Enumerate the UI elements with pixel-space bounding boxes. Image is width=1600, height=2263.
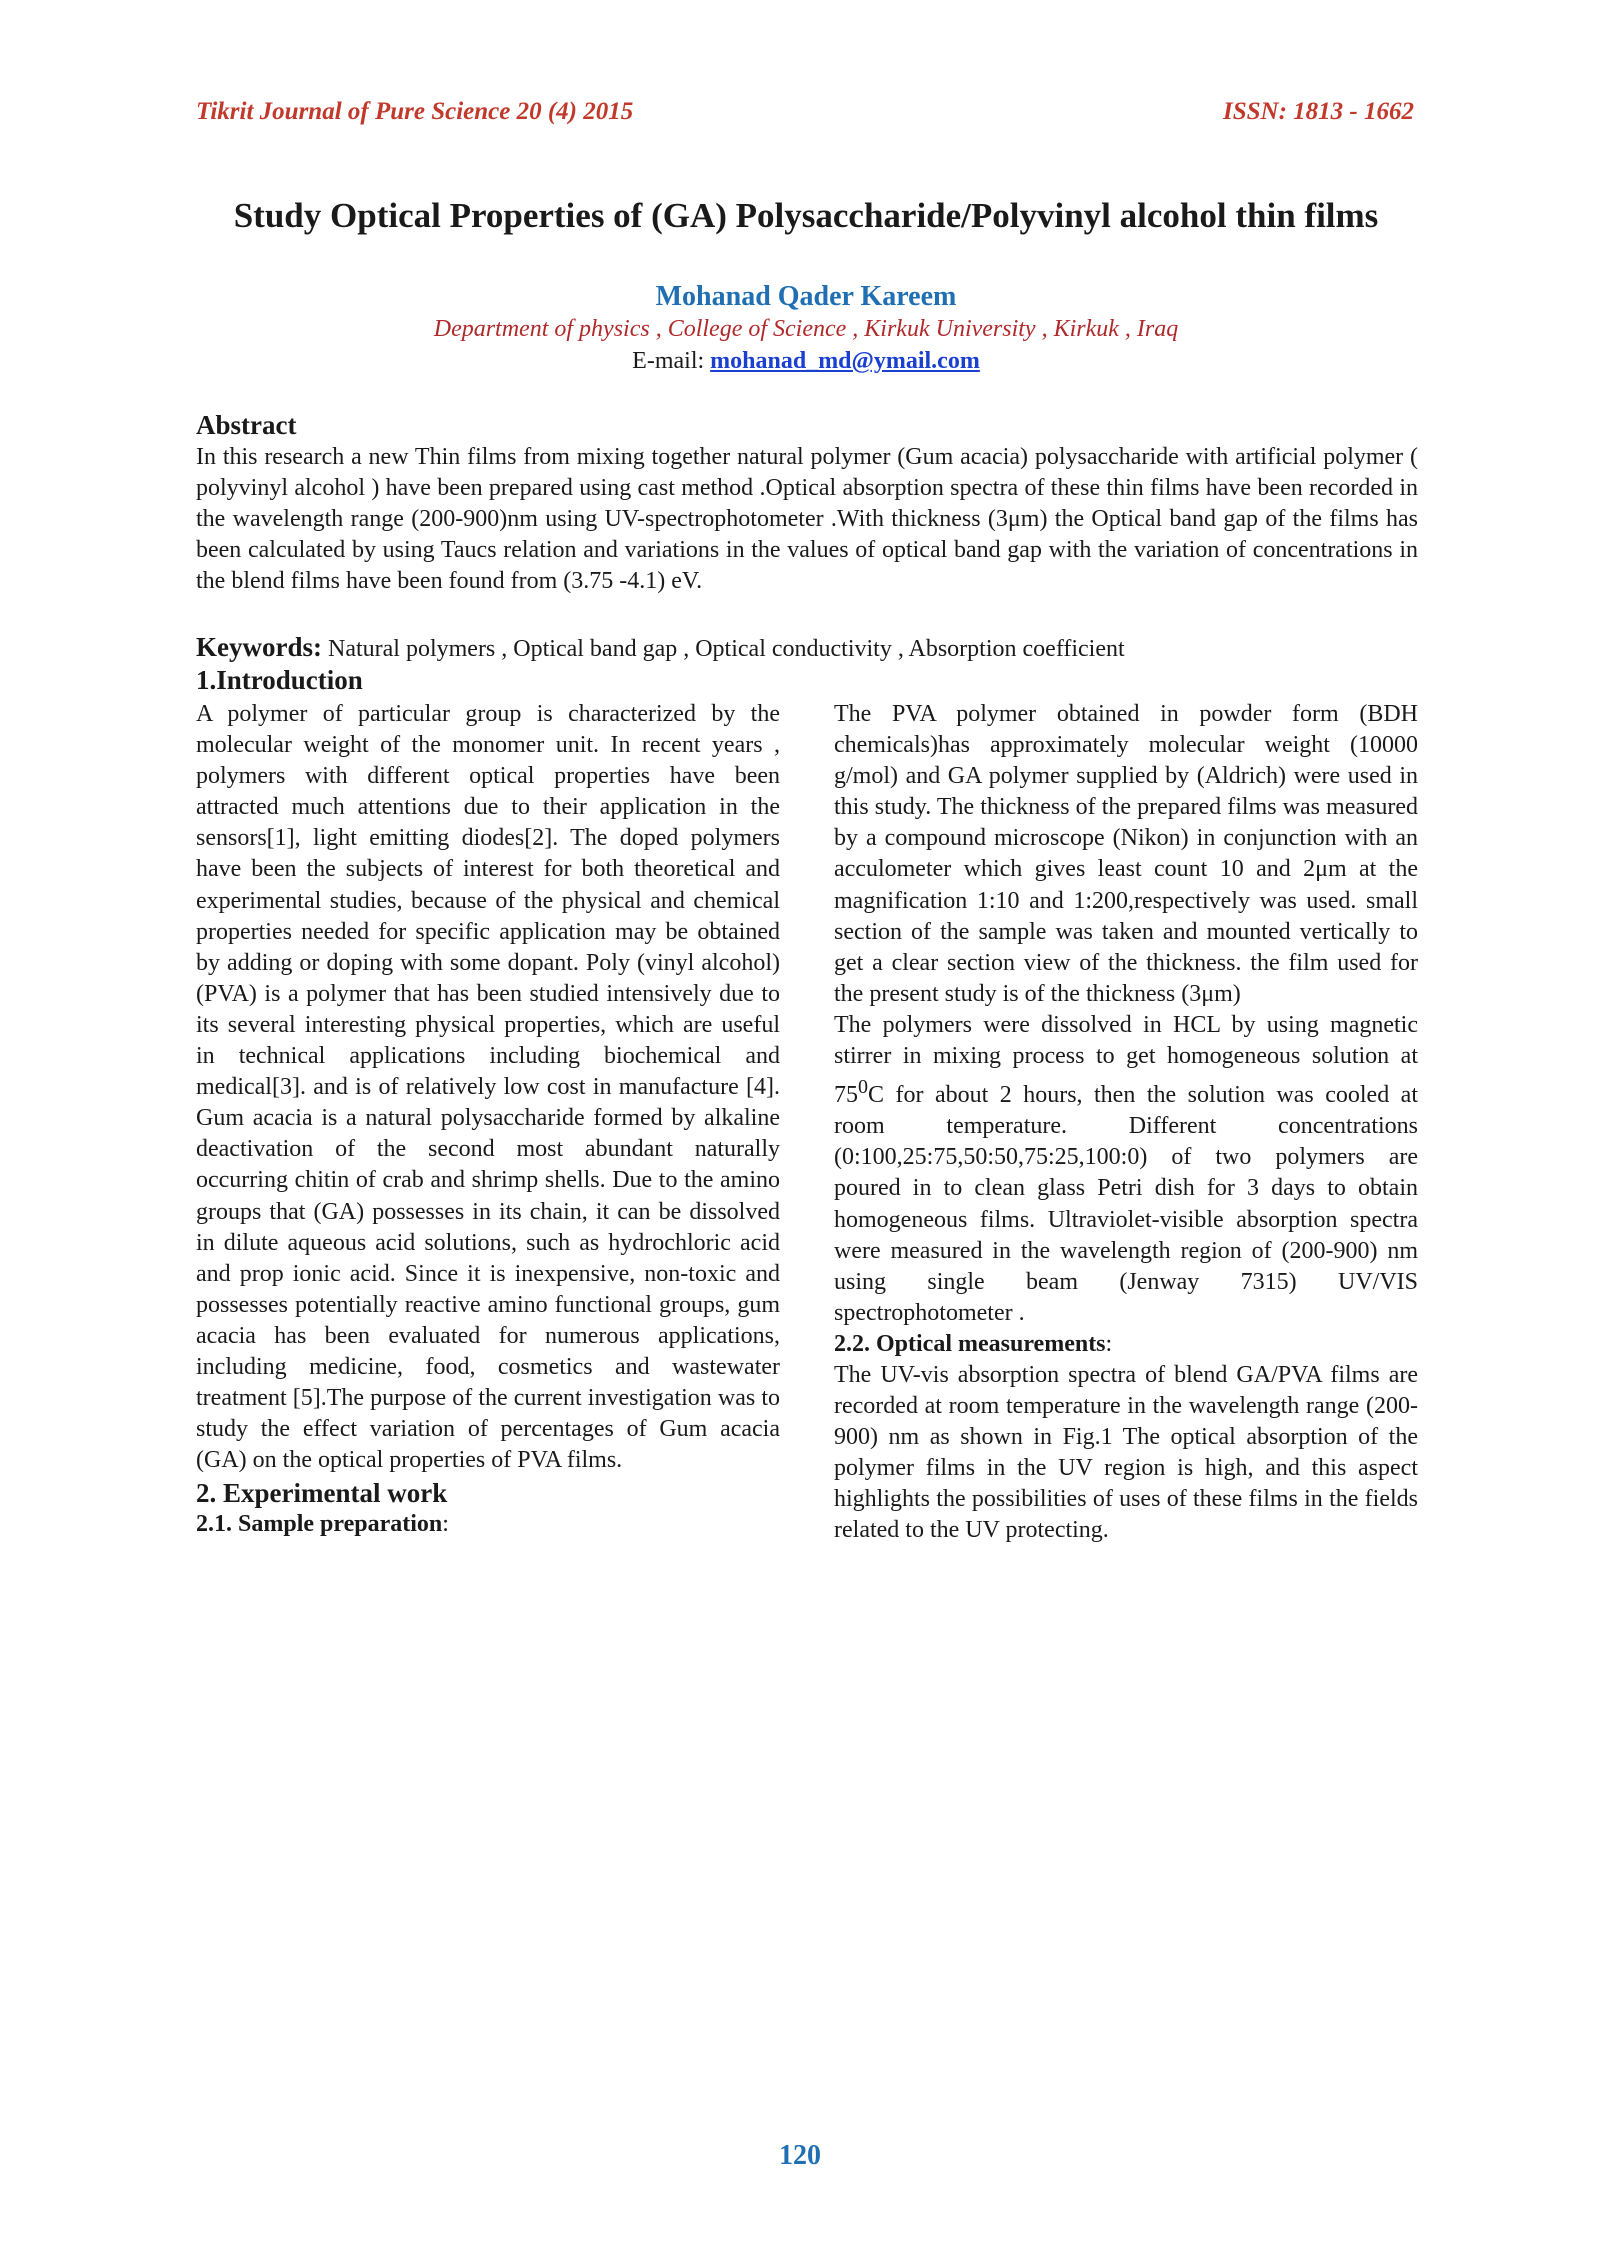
keywords <box>196 632 1418 665</box>
abstract-heading: Abstract <box>196 410 297 440</box>
keywords-label: Keywords: <box>196 632 322 662</box>
sample-preparation-heading <box>196 1509 780 1540</box>
email-link[interactable]: mohanad_md@ymail.com <box>710 348 980 374</box>
optical-measurements-title: 2.2. Optical measurements <box>834 1330 1106 1357</box>
dissolution-text-part1: The polymers were dissolved in HCL by using magnetic stirrer in mixing process to get homogeneous solution at 75 <box>834 1011 1418 1109</box>
experimental-heading: 2. Experimental work <box>196 1478 448 1509</box>
issn: ISSN: 1813 - 1662 <box>1223 98 1414 125</box>
author-name: Mohanad Qader Kareem <box>655 281 957 312</box>
optical-measurements-colon: : <box>1105 1330 1113 1357</box>
page-number: 120 <box>779 2140 821 2171</box>
sample-preparation-colon: : <box>442 1511 449 1538</box>
keywords-text: Natural polymers , Optical band gap , Optical conductivity , Absorption coefficient <box>327 636 1125 662</box>
introduction-text: A polymer of particular group is characterized by the molecular weight of the monomer unit. In recent years , polymers with different optical properties have been attracted much attentions due to their application in the sensors[1], light emitting diodes[2]. The doped polymers have been the subjects of interest for both theoretical and experimental studies, because of the physical and chemical properties needed for specific application may be obtained by adding or doping with some dopant. Poly (vinyl alcohol) (PVA) is a polymer that has been studied intensively due to its several interesting physical properties, which are useful in technical applications including biochemical and medical[3]. and is of relatively low cost in manufacture [4]. Gum acacia is a natural polysaccharide formed by alkaline deactivation of the second most abundant naturally occurring chitin of crab and shrimp shells. Due to the amino groups that (GA) possesses in its chain, it can be dissolved in dilute aqueous acid solutions, such as hydrochloric acid and prop ionic acid. Since it is inexpensive, non-toxic and possesses potentially reactive amino functional groups, gum acacia has been evaluated for numerous applications, including medicine, food, cosmetics and wastewater treatment [5].The purpose of the current investigation was to study the effect variation of percentages of Gum acacia (GA) on the optical properties of PVA films. <box>196 701 780 1474</box>
email-label: E-mail: <box>632 348 705 374</box>
dissolution-text-part2: C for about 2 hours, then the solution was cooled at room temperature. Different concentrations (0:100,25:75,50:50,75:25,100:0) of two polymers are poured in to clean glass Petri dish for 3 days to obtain homogeneous films. Ultraviolet-visible absorption spectra were measured in the wavelength region of (200-900) nm using single beam (Jenway 7315) UV/VIS spectrophotometer . <box>834 1082 1418 1326</box>
author-affiliation: Department of physics , College of Science , Kirkuk University , Kirkuk , Iraq <box>433 316 1179 342</box>
dissolution-text <box>834 1010 1418 1329</box>
sample-preparation-text: The PVA polymer obtained in powder form (BDH chemicals)has approximately molecular weight (10000 g/mol) and GA polymer supplied by (Aldrich) were used in this study. The thickness of the prepared films was measured by a compound microscope (Nikon) in conjunction with an acculometer which gives least count 10 and 2μm at the magnification 1:10 and 1:200,respectively was used. small section of the sample was taken and mounted vertically to get a clear section view of the thickness. the film used for the present study is of the thickness (3μm) <box>834 701 1418 1007</box>
paper-title: Study Optical Properties of (GA) Polysaccharide/Polyvinyl alcohol thin films <box>233 196 1379 235</box>
left-column <box>196 699 780 1541</box>
sample-preparation-title: 2.1. Sample preparation <box>196 1511 443 1538</box>
optical-measurements-text: The UV-vis absorption spectra of blend GA/PVA films are recorded at room temperature in the wavelength range (200-900) nm as shown in Fig.1 The optical absorption of the polymer films in the UV region is high, and this aspect highlights the possibilities of uses of these films in the fields related to the UV protecting. <box>834 1361 1418 1544</box>
degree-superscript: 0 <box>858 1076 868 1099</box>
right-column <box>834 699 1418 1547</box>
abstract-text: In this research a new Thin films from mixing together natural polymer (Gum acacia) polysaccharide with artificial polymer ( polyvinyl alcohol ) have been prepared using cast method .Optical absorption spectra of these thin films have been recorded in the wavelength range (200-900)nm using UV-spectrophotometer .With thickness (3μm) the Optical band gap of the films has been calculated by using Taucs relation and variations in the values of optical band gap with the variation of concentrations in the blend films have been found from (3.75 -4.1) eV. <box>196 444 1418 594</box>
optical-measurements-heading <box>834 1329 1418 1360</box>
journal-name: Tikrit Journal of Pure Science 20 (4) 2015 <box>196 98 634 125</box>
introduction-heading: 1.Introduction <box>196 665 363 695</box>
author-email <box>196 348 1416 375</box>
running-header <box>196 98 1414 132</box>
